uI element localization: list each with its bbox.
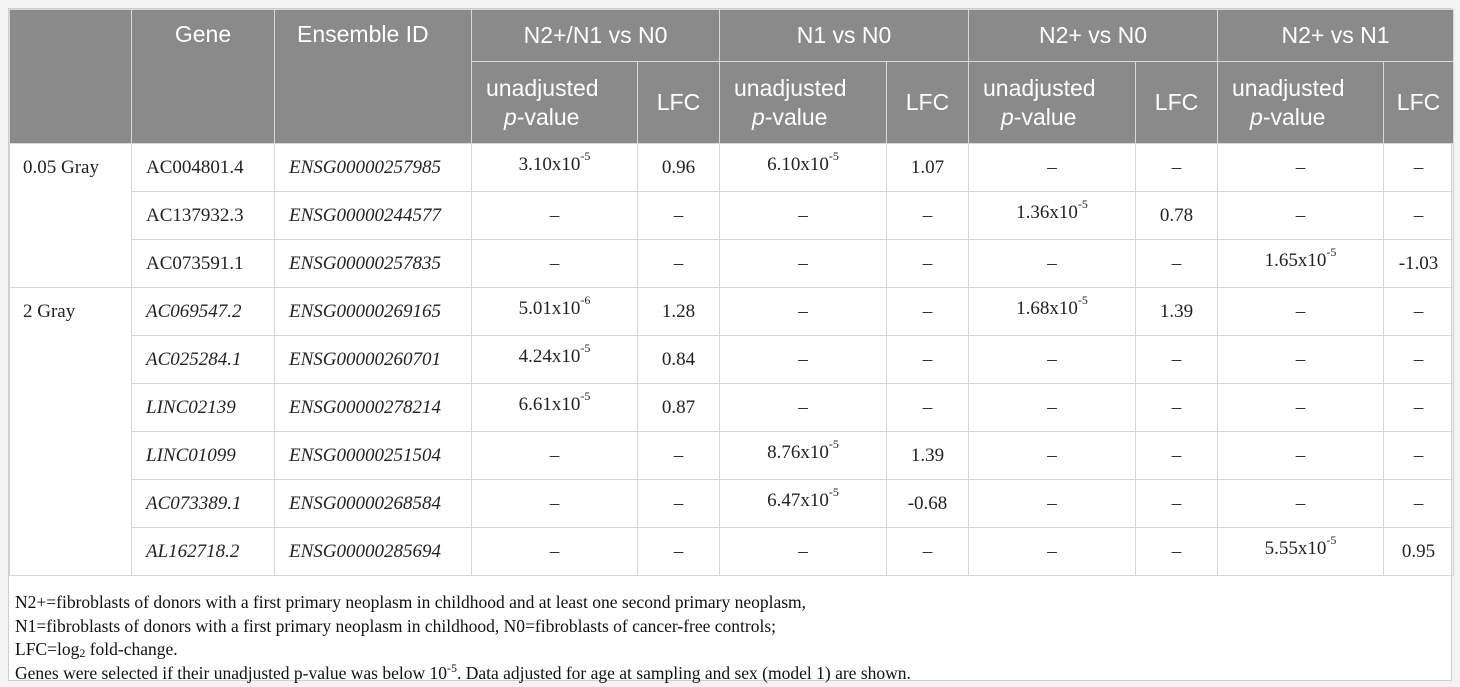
lfc-cell: – bbox=[887, 288, 969, 336]
pvalue-header: unadjusted p-value bbox=[969, 62, 1136, 144]
lfc-cell: 1.39 bbox=[887, 432, 969, 480]
ensemble-header: Ensemble ID bbox=[275, 10, 472, 144]
lfc-cell: 0.96 bbox=[638, 144, 720, 192]
table-row bbox=[10, 288, 1454, 336]
lfc-cell: 0.87 bbox=[638, 384, 720, 432]
gene-cell: AC069547.2 bbox=[132, 288, 275, 336]
lfc-cell: – bbox=[1384, 480, 1454, 528]
lfc-cell: – bbox=[1136, 528, 1218, 576]
pvalue-cell: – bbox=[969, 432, 1136, 480]
dose-cell bbox=[10, 240, 132, 288]
pvalue-cell: – bbox=[1218, 384, 1384, 432]
table-row bbox=[10, 240, 1454, 288]
lfc-cell: 1.39 bbox=[1136, 288, 1218, 336]
group-header: N2+ vs N0 bbox=[969, 10, 1218, 62]
lfc-cell: – bbox=[887, 192, 969, 240]
gene-cell: AC025284.1 bbox=[132, 336, 275, 384]
pvalue-cell: $1.65x10^{-5}$ bbox=[1218, 240, 1384, 288]
pvalue-header: unadjusted p-value bbox=[720, 62, 887, 144]
pvalue-cell: – bbox=[720, 240, 887, 288]
ensemble-id-cell: ENSG00000269165 bbox=[275, 288, 472, 336]
lfc-cell: – bbox=[887, 336, 969, 384]
dose-cell bbox=[10, 480, 132, 528]
table-row bbox=[10, 144, 1454, 192]
lfc-cell: – bbox=[638, 240, 720, 288]
pvalue-cell: – bbox=[720, 192, 887, 240]
table-footnotes bbox=[9, 585, 1453, 685]
pvalue-cell: – bbox=[969, 528, 1136, 576]
lfc-cell: – bbox=[887, 240, 969, 288]
lfc-cell: – bbox=[887, 384, 969, 432]
lfc-header: LFC bbox=[1136, 62, 1218, 144]
lfc-cell: – bbox=[887, 528, 969, 576]
footnote-line: N1=fibroblasts of donors with a first primary neoplasm in childhood, N0=fibroblasts of cancer-free controls; bbox=[15, 615, 777, 636]
pvalue-cell: – bbox=[1218, 336, 1384, 384]
pvalue-cell: – bbox=[472, 432, 638, 480]
lfc-cell: – bbox=[638, 432, 720, 480]
table-row bbox=[10, 528, 1454, 576]
gene-cell: AC137932.3 bbox=[132, 192, 275, 240]
pvalue-cell: – bbox=[472, 528, 638, 576]
lfc-cell: – bbox=[1384, 336, 1454, 384]
gene-cell: AC073389.1 bbox=[132, 480, 275, 528]
pvalue-cell: – bbox=[720, 288, 887, 336]
results-table bbox=[9, 9, 1454, 576]
footnote-line: $LFC=\log_2$ fold-change. bbox=[15, 639, 178, 660]
table-panel bbox=[8, 8, 1452, 681]
lfc-header: LFC bbox=[1384, 62, 1454, 144]
ensemble-id-cell: ENSG00000278214 bbox=[275, 384, 472, 432]
lfc-cell: – bbox=[1384, 192, 1454, 240]
ensemble-id-cell: ENSG00000257835 bbox=[275, 240, 472, 288]
pvalue-cell: – bbox=[720, 384, 887, 432]
pvalue-header: unadjusted p-value bbox=[472, 62, 638, 144]
table-row bbox=[10, 336, 1454, 384]
lfc-cell: – bbox=[1384, 144, 1454, 192]
lfc-cell: – bbox=[1136, 240, 1218, 288]
lfc-cell: – bbox=[638, 192, 720, 240]
dose-cell: 2 Gray bbox=[10, 288, 132, 336]
lfc-cell: 1.07 bbox=[887, 144, 969, 192]
lfc-cell: – bbox=[1384, 384, 1454, 432]
lfc-cell: – bbox=[1136, 144, 1218, 192]
ensemble-id-cell: ENSG00000244577 bbox=[275, 192, 472, 240]
pvalue-cell: $5.55x10^{-5}$ bbox=[1218, 528, 1384, 576]
lfc-cell: – bbox=[638, 528, 720, 576]
pvalue-cell: – bbox=[720, 528, 887, 576]
pvalue-cell: – bbox=[969, 240, 1136, 288]
pvalue-cell: $6.47x10^{-5}$ bbox=[720, 480, 887, 528]
group-header: N2+/N1 vs N0 bbox=[472, 10, 720, 62]
group-header: N1 vs N0 bbox=[720, 10, 969, 62]
gene-cell: LINC01099 bbox=[132, 432, 275, 480]
lfc-cell: -1.03 bbox=[1384, 240, 1454, 288]
dose-cell bbox=[10, 192, 132, 240]
lfc-cell: 0.95 bbox=[1384, 528, 1454, 576]
lfc-header: LFC bbox=[887, 62, 969, 144]
dose-cell bbox=[10, 336, 132, 384]
pvalue-cell: – bbox=[472, 480, 638, 528]
lfc-cell: 0.78 bbox=[1136, 192, 1218, 240]
ensemble-id-cell: ENSG00000251504 bbox=[275, 432, 472, 480]
table-body bbox=[10, 144, 1454, 576]
pvalue-cell: – bbox=[472, 240, 638, 288]
pvalue-cell: $8.76x10^{-5}$ bbox=[720, 432, 887, 480]
pvalue-cell: – bbox=[1218, 480, 1384, 528]
gene-cell: AL162718.2 bbox=[132, 528, 275, 576]
pvalue-cell: – bbox=[969, 144, 1136, 192]
dose-header bbox=[10, 10, 132, 144]
lfc-cell: – bbox=[1136, 384, 1218, 432]
pvalue-cell: – bbox=[969, 480, 1136, 528]
pvalue-cell: – bbox=[720, 336, 887, 384]
pvalue-cell: – bbox=[1218, 432, 1384, 480]
lfc-cell: – bbox=[1136, 432, 1218, 480]
lfc-cell: -0.68 bbox=[887, 480, 969, 528]
dose-cell bbox=[10, 384, 132, 432]
table-row bbox=[10, 432, 1454, 480]
ensemble-id-cell: ENSG00000268584 bbox=[275, 480, 472, 528]
lfc-cell: – bbox=[1384, 288, 1454, 336]
pvalue-cell: $3.10x10^{-5}$ bbox=[472, 144, 638, 192]
pvalue-cell: – bbox=[969, 384, 1136, 432]
gene-cell: AC004801.4 bbox=[132, 144, 275, 192]
lfc-cell: – bbox=[1136, 480, 1218, 528]
lfc-cell: 0.84 bbox=[638, 336, 720, 384]
footnote-line: Genes were selected if their unadjusted p-value was below $10^{-5}$. Data adjusted for age at sampling and sex (model 1) are shown. bbox=[15, 660, 911, 683]
pvalue-cell: $4.24x10^{-5}$ bbox=[472, 336, 638, 384]
table-row bbox=[10, 192, 1454, 240]
lfc-cell: – bbox=[1136, 336, 1218, 384]
lfc-cell: 1.28 bbox=[638, 288, 720, 336]
lfc-cell: – bbox=[638, 480, 720, 528]
lfc-cell: – bbox=[1384, 432, 1454, 480]
table-row bbox=[10, 384, 1454, 432]
gene-header: Gene bbox=[132, 10, 275, 144]
pvalue-cell: – bbox=[472, 192, 638, 240]
pvalue-cell: – bbox=[1218, 192, 1384, 240]
pvalue-cell: – bbox=[969, 336, 1136, 384]
group-header: N2+ vs N1 bbox=[1218, 10, 1454, 62]
pvalue-cell: $1.36x10^{-5}$ bbox=[969, 192, 1136, 240]
gene-cell: LINC02139 bbox=[132, 384, 275, 432]
footnote-line: N2+=fibroblasts of donors with a first primary neoplasm in childhood and at least one second primary neoplasm, bbox=[15, 592, 807, 612]
pvalue-header: unadjusted p-value bbox=[1218, 62, 1384, 144]
table-header bbox=[10, 10, 1454, 144]
table-row bbox=[10, 480, 1454, 528]
ensemble-id-cell: ENSG00000260701 bbox=[275, 336, 472, 384]
dose-cell bbox=[10, 528, 132, 576]
lfc-header: LFC bbox=[638, 62, 720, 144]
dose-cell bbox=[10, 432, 132, 480]
pvalue-cell: $6.10x10^{-5}$ bbox=[720, 144, 887, 192]
pvalue-cell: $6.61x10^{-5}$ bbox=[472, 384, 638, 432]
gene-cell: AC073591.1 bbox=[132, 240, 275, 288]
ensemble-id-cell: ENSG00000257985 bbox=[275, 144, 472, 192]
pvalue-cell: $5.01x10^{-6}$ bbox=[472, 288, 638, 336]
dose-cell: 0.05 Gray bbox=[10, 144, 132, 192]
pvalue-cell: – bbox=[1218, 288, 1384, 336]
ensemble-id-cell: ENSG00000285694 bbox=[275, 528, 472, 576]
pvalue-cell: $1.68x10^{-5}$ bbox=[969, 288, 1136, 336]
pvalue-cell: – bbox=[1218, 144, 1384, 192]
